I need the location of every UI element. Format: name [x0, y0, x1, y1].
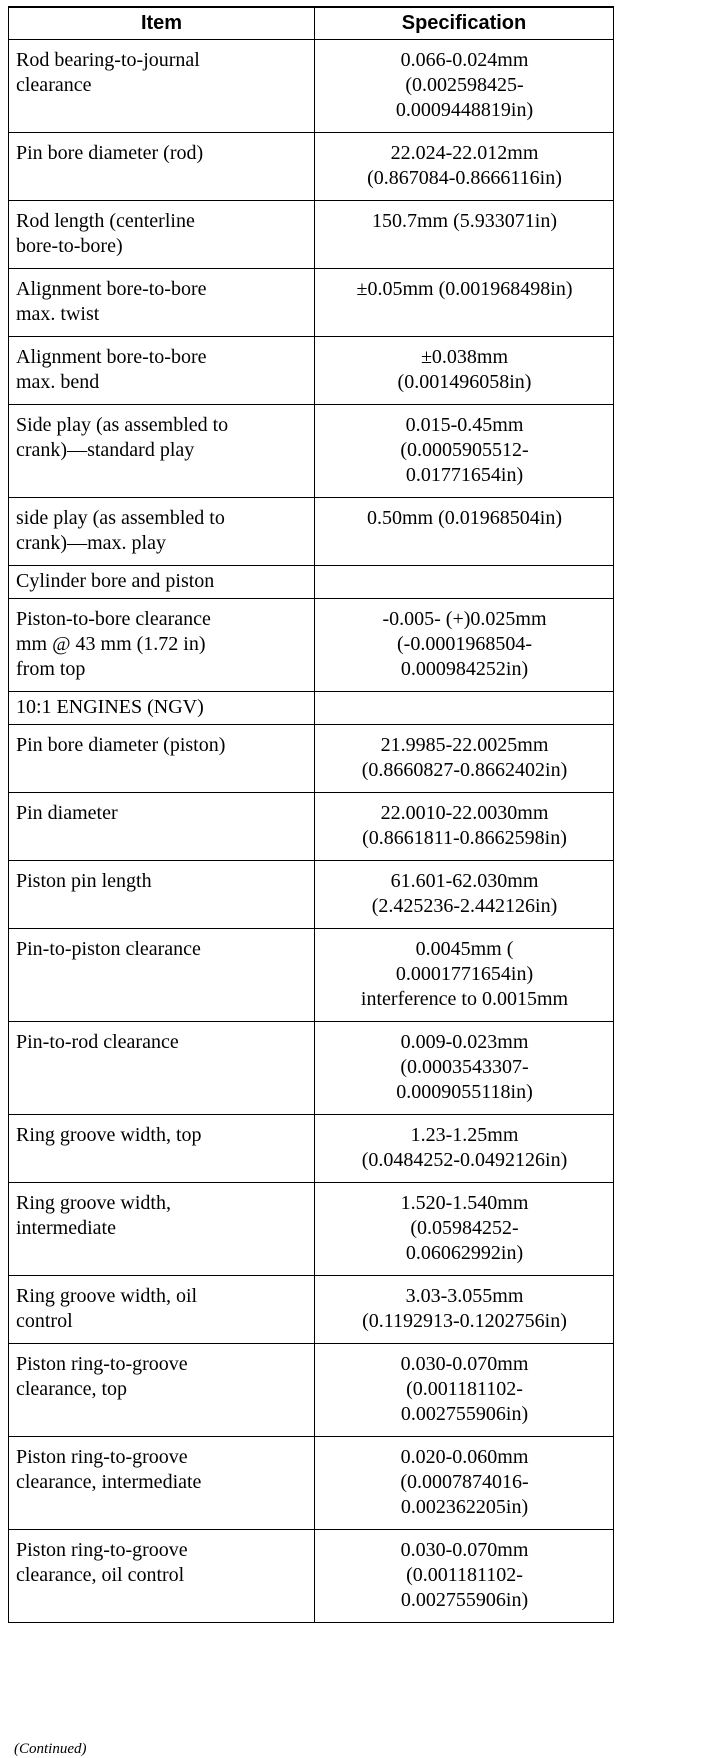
table-row [9, 498, 614, 566]
item-text-line: Pin bore diameter (rod) [16, 142, 204, 164]
item-text-line: max. twist [16, 303, 100, 325]
item-cell [9, 337, 315, 405]
specification-text-line: (0.0007874016- [400, 1471, 529, 1493]
specification-text-line: (0.002598425- [405, 74, 524, 96]
item-text-line: Rod length (centerline [16, 210, 195, 232]
item-text-line: Pin-to-piston clearance [16, 938, 201, 960]
item-text-line: side play (as assembled to [16, 507, 225, 529]
specification-table [8, 6, 614, 1623]
item-column-header: Item [9, 7, 315, 40]
specification-text-line: 0.0001771654in) [395, 963, 534, 985]
specification-text-line: 0.06062992in) [405, 1242, 524, 1264]
item-text-line: from top [16, 658, 86, 680]
specification-text-line: 1.23-1.25mm [410, 1124, 519, 1146]
specification-cell [315, 1022, 614, 1115]
item-text-line: Piston ring-to-groove [16, 1446, 188, 1468]
item-cell [9, 566, 315, 599]
specification-cell [315, 1276, 614, 1344]
specification-text-line: 0.015-0.45mm [405, 414, 524, 436]
item-cell [9, 1115, 315, 1183]
item-cell [9, 725, 315, 793]
specification-cell [315, 269, 614, 337]
item-cell [9, 1530, 315, 1623]
specification-text-line: (0.8661811-0.8662598in) [362, 827, 567, 849]
item-cell [9, 1344, 315, 1437]
table-row [9, 1022, 614, 1115]
table-row [9, 1530, 614, 1623]
table-row [9, 337, 614, 405]
item-text-line: Side play (as assembled to [16, 414, 229, 436]
item-cell [9, 793, 315, 861]
item-text-line: crank)—standard play [16, 439, 195, 461]
item-cell [9, 201, 315, 269]
item-text-line: Ring groove width, top [16, 1124, 202, 1146]
item-cell [9, 692, 315, 725]
item-text-line: max. bend [16, 371, 100, 393]
table-row [9, 692, 614, 725]
specification-text-line: 0.020-0.060mm [400, 1446, 529, 1468]
specification-text-line: (0.05984252- [410, 1217, 519, 1239]
item-text-line: Piston ring-to-groove [16, 1353, 188, 1375]
item-text-line: Pin diameter [16, 802, 118, 824]
specification-text-line: 0.000984252in) [400, 658, 529, 680]
table-row [9, 1183, 614, 1276]
specification-text-line: 22.0010-22.0030mm [380, 802, 549, 824]
item-text-line: mm @ 43 mm (1.72 in) [16, 633, 206, 655]
item-text-line: clearance, intermediate [16, 1471, 202, 1493]
specification-text-line: 0.0009448819in) [395, 99, 534, 121]
specification-text-line: 0.0045mm ( [415, 938, 514, 960]
specification-text-line: 150.7mm (5.933071in) [372, 210, 557, 232]
specification-text-line: 3.03-3.055mm [405, 1285, 524, 1307]
table-body [9, 40, 614, 1623]
specification-text-line: 61.601-62.030mm [390, 870, 539, 892]
specification-cell [315, 405, 614, 498]
item-text-line: Pin-to-rod clearance [16, 1031, 179, 1053]
table-row [9, 1115, 614, 1183]
specification-cell [315, 40, 614, 133]
specification-cell [315, 566, 614, 599]
specification-text-line: (0.867084-0.8666116in) [367, 167, 562, 189]
specification-text-line: ±0.05mm (0.001968498in) [356, 278, 573, 300]
specification-text-line: 22.024-22.012mm [390, 142, 539, 164]
item-cell [9, 1183, 315, 1276]
specification-text-line: (2.425236-2.442126in) [371, 895, 558, 917]
specification-text-line: -0.005- (+)0.025mm [382, 608, 547, 630]
item-text-line: bore-to-bore) [16, 235, 123, 257]
item-text-line: control [16, 1310, 73, 1332]
specification-text-line: interference to 0.0015mm [360, 988, 569, 1010]
table-row [9, 269, 614, 337]
item-cell [9, 405, 315, 498]
specification-text-line: (0.1192913-0.1202756in) [362, 1310, 567, 1332]
table-header-row [9, 7, 614, 40]
item-text-line: Pin bore diameter (piston) [16, 734, 226, 756]
specification-text-line: (0.0005905512- [400, 439, 529, 461]
item-cell [9, 1022, 315, 1115]
item-cell [9, 269, 315, 337]
item-cell [9, 861, 315, 929]
specification-cell [315, 793, 614, 861]
specification-text-line: 0.50mm (0.01968504in) [367, 507, 562, 529]
specification-cell [315, 1344, 614, 1437]
item-text-line: Piston-to-bore clearance [16, 608, 211, 630]
specification-text-line: 0.002362205in) [400, 1496, 529, 1518]
specification-text-line: 0.009-0.023mm [400, 1031, 529, 1053]
table-row [9, 1344, 614, 1437]
item-cell [9, 498, 315, 566]
specification-cell [315, 201, 614, 269]
item-text-line: clearance, top [16, 1378, 128, 1400]
item-text-line: clearance [16, 74, 92, 96]
table-row [9, 599, 614, 692]
table-row [9, 566, 614, 599]
table-row [9, 201, 614, 269]
specification-text-line: (0.8660827-0.8662402in) [361, 759, 568, 781]
specification-text-line: 0.030-0.070mm [400, 1539, 529, 1561]
table-row [9, 40, 614, 133]
table-row [9, 405, 614, 498]
item-cell [9, 40, 315, 133]
specification-cell [315, 725, 614, 793]
item-text-line: Ring groove width, oil [16, 1285, 198, 1307]
specification-cell [315, 1115, 614, 1183]
table-row [9, 725, 614, 793]
specification-text-line: 0.002755906in) [400, 1589, 529, 1611]
specification-text-line: (0.0003543307- [400, 1056, 529, 1078]
specification-cell [315, 599, 614, 692]
specification-cell [315, 337, 614, 405]
specification-text-line: ±0.038mm [420, 346, 509, 368]
item-text-line: Piston ring-to-groove [16, 1539, 188, 1561]
item-text-line: Ring groove width, [16, 1192, 171, 1214]
specification-text-line: 0.030-0.070mm [400, 1353, 529, 1375]
item-cell [9, 929, 315, 1022]
item-text-line: Alignment bore-to-bore [16, 346, 207, 368]
item-cell [9, 1276, 315, 1344]
specification-cell [315, 861, 614, 929]
specification-text-line: (0.001496058in) [397, 371, 532, 393]
item-text-line: intermediate [16, 1217, 116, 1239]
specification-text-line: (-0.0001968504- [397, 633, 532, 655]
specification-cell [315, 692, 614, 725]
specification-text-line: 0.01771654in) [405, 464, 524, 486]
specification-text-line: 0.066-0.024mm [400, 49, 529, 71]
item-text-line: Piston pin length [16, 870, 152, 892]
specification-cell [315, 1530, 614, 1623]
item-cell [9, 599, 315, 692]
specification-cell [315, 929, 614, 1022]
specification-text-line: (0.0484252-0.0492126in) [361, 1149, 568, 1171]
specification-text-line: 1.520-1.540mm [400, 1192, 529, 1214]
item-text-line: clearance, oil control [16, 1564, 185, 1586]
continued-footnote: (Continued) [14, 1741, 87, 1757]
specification-text-line: (0.001181102- [406, 1378, 523, 1400]
specification-cell [315, 498, 614, 566]
table-row [9, 1437, 614, 1530]
table-row [9, 793, 614, 861]
item-text-line: Alignment bore-to-bore [16, 278, 207, 300]
specification-text-line: (0.001181102- [406, 1564, 523, 1586]
item-text-line: crank)—max. play [16, 532, 166, 554]
specification-text-line: 21.9985-22.0025mm [380, 734, 549, 756]
specification-cell [315, 1437, 614, 1530]
item-cell [9, 1437, 315, 1530]
specification-text-line: 0.0009055118in) [396, 1081, 533, 1103]
specification-cell [315, 1183, 614, 1276]
specification-cell [315, 133, 614, 201]
specification-text-line: 0.002755906in) [400, 1403, 529, 1425]
item-text-line: 10:1 ENGINES (NGV) [16, 696, 204, 718]
table-row [9, 929, 614, 1022]
table-row [9, 861, 614, 929]
item-text-line: Cylinder bore and piston [16, 570, 215, 592]
table-row [9, 1276, 614, 1344]
specification-column-header: Specification [315, 7, 614, 40]
item-text-line: Rod bearing-to-journal [16, 49, 200, 71]
item-cell [9, 133, 315, 201]
table-row [9, 133, 614, 201]
